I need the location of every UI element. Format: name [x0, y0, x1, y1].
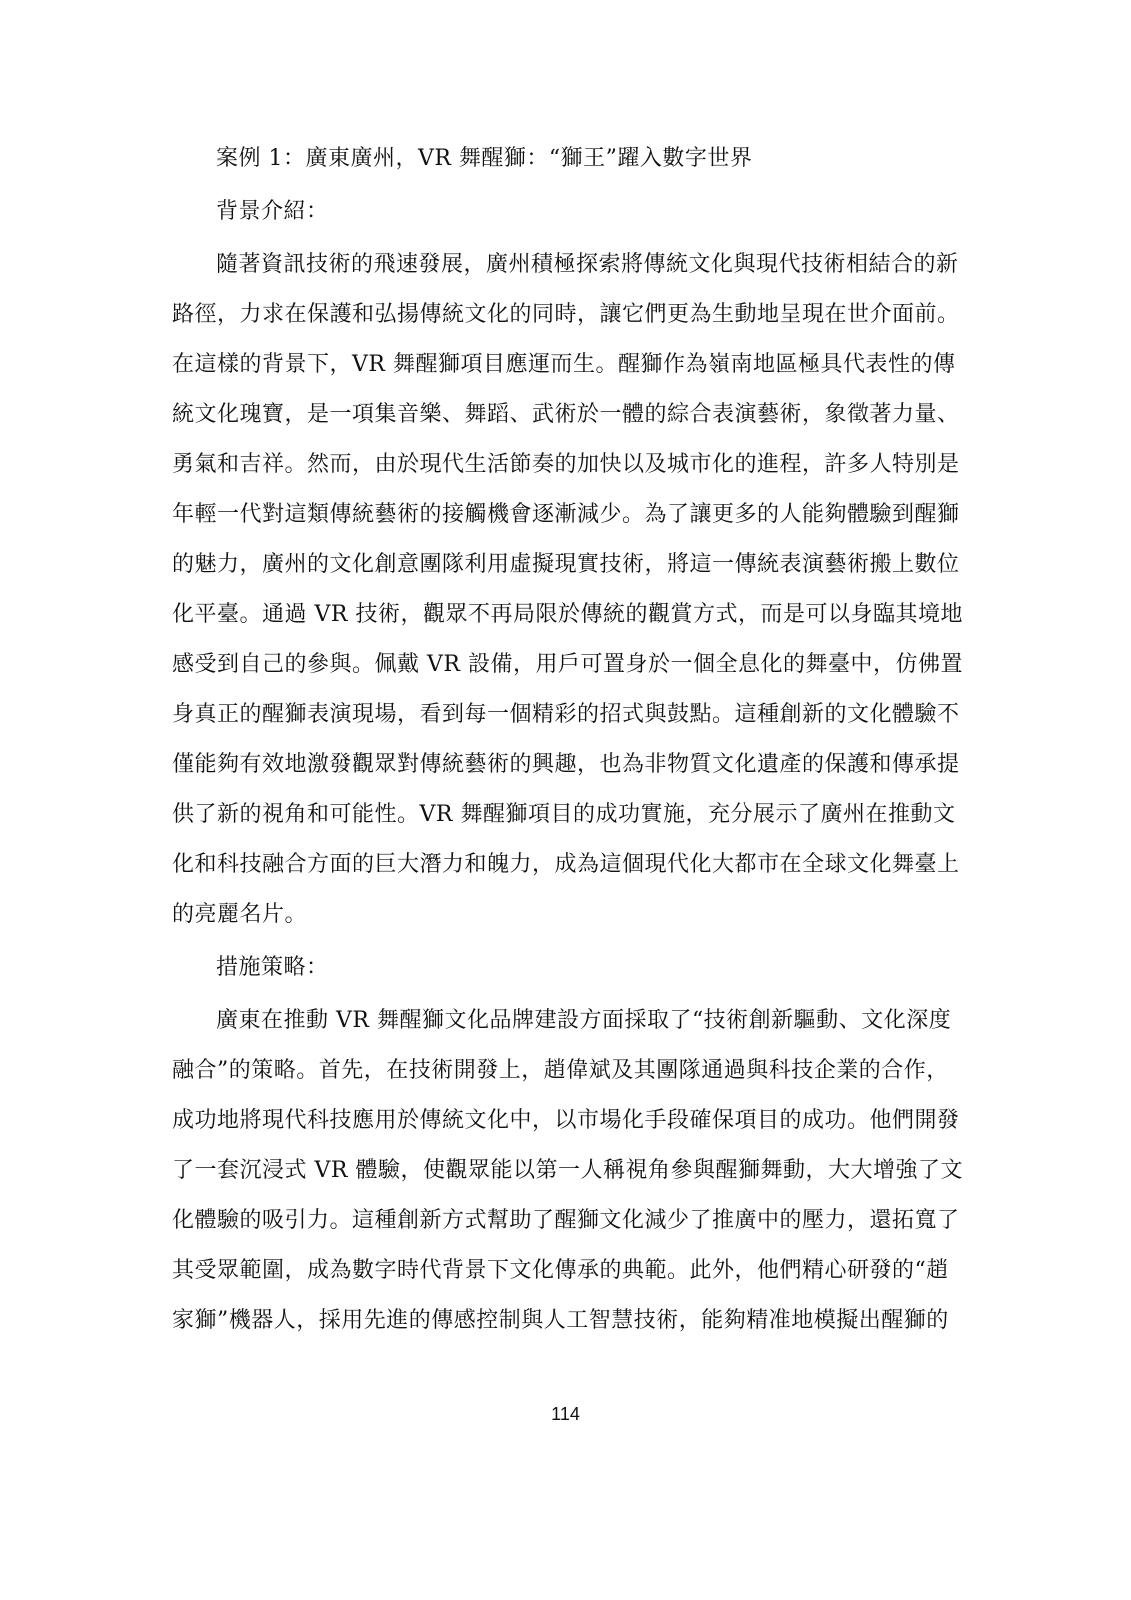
- paragraph-line: 路徑，力求在保護和弘揚傳統文化的同時，讓它們更為生動地呈現在世介面前。: [172, 302, 960, 327]
- paragraph-line: 統文化瑰寶，是一項集音樂、舞蹈、武術於一體的綜合表演藝術，象徵著力量、: [172, 402, 960, 427]
- paragraph-line: 的亮麗名片。: [172, 902, 308, 927]
- section-heading-background: 背景介紹：: [216, 199, 329, 224]
- paragraph-line: 化平臺。通過 VR 技術，觀眾不再局限於傳統的觀賞方式，而是可以身臨其境地: [172, 602, 963, 627]
- paragraph-line: 融合”的策略。首先，在技術開發上，趙偉斌及其團隊通過與科技企業的合作，: [172, 1058, 949, 1083]
- paragraph-line: 化和科技融合方面的巨大潛力和魄力，成為這個現代化大都市在全球文化舞臺上: [172, 852, 960, 877]
- paragraph-line: 廣東在推動 VR 舞醒獅文化品牌建設方面採取了“技術創新驅動、文化深度: [216, 1008, 952, 1033]
- paragraph-line: 隨著資訊技術的飛速發展，廣州積極探索將傳統文化與現代技術相結合的新: [216, 252, 959, 277]
- paragraph-line: 家獅”機器人，採用先進的傳感控制與人工智慧技術，能夠精准地模擬出醒獅的: [172, 1308, 949, 1333]
- paragraph-line: 化體驗的吸引力。這種創新方式幫助了醒獅文化減少了推廣中的壓力，還拓寬了: [172, 1208, 960, 1233]
- paragraph-line: 供了新的視角和可能性。VR 舞醒獅項目的成功實施，充分展示了廣州在推動文: [172, 802, 956, 827]
- paragraph-line: 在這樣的背景下，VR 舞醒獅項目應運而生。醒獅作為嶺南地區極具代表性的傳: [172, 352, 956, 377]
- section-heading-measures: 措施策略：: [216, 955, 329, 980]
- paragraph-line: 年輕一代對這類傳統藝術的接觸機會逐漸減少。為了讓更多的人能夠體驗到醒獅: [172, 502, 960, 527]
- page-number: 114: [551, 1404, 580, 1424]
- paragraph-line: 感受到自己的參與。佩戴 VR 設備，用戶可置身於一個全息化的舞臺中，仿佛置: [172, 652, 963, 677]
- paragraph-line: 的魅力，廣州的文化創意團隊利用虛擬現實技術，將這一傳統表演藝術搬上數位: [172, 552, 960, 577]
- paragraph-line: 身真正的醒獅表演現場，看到每一個精彩的招式與鼓點。這種創新的文化體驗不: [172, 702, 960, 727]
- paragraph-line: 了一套沉浸式 VR 體驗，使觀眾能以第一人稱視角參與醒獅舞動，大大增強了文: [172, 1158, 963, 1183]
- paragraph-line: 成功地將現代科技應用於傳統文化中，以市場化手段確保項目的成功。他們開發: [172, 1108, 960, 1133]
- paragraph-line: 僅能夠有效地激發觀眾對傳統藝術的興趣，也為非物質文化遺產的保護和傳承提: [172, 752, 960, 777]
- case-title: 案例 1：廣東廣州，VR 舞醒獅：“獅王”躍入數字世界: [216, 146, 753, 171]
- paragraph-line: 勇氣和吉祥。然而，由於現代生活節奏的加快以及城市化的進程，許多人特別是: [172, 452, 960, 477]
- paragraph-line: 其受眾範圍，成為數字時代背景下文化傳承的典範。此外，他們精心研發的“趙: [172, 1258, 949, 1283]
